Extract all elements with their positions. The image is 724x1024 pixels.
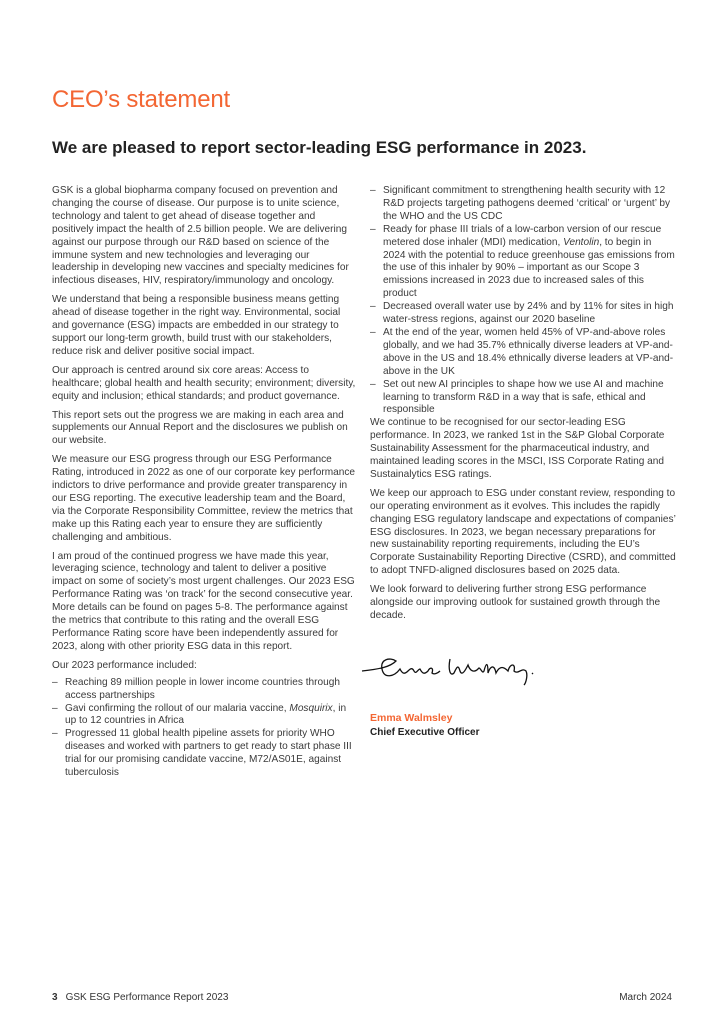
page-subtitle: We are pleased to report sector-leading ESG performance in 2023. [52, 138, 587, 157]
list-item: – Decreased overall water use by 24% and by 11% for sites in high water-stress regions, against our 2020 baseline [370, 301, 676, 327]
signature [360, 649, 676, 694]
list-item: – Progressed 11 global health pipeline assets for priority WHO diseases and worked with partners to get ready to start phase III trial for our promising candidate vaccine, M72/AS01E, against tuberculosis [52, 728, 358, 780]
list-item: – At the end of the year, women held 45% of VP-and-above roles globally, and we had 35.7% ethnically diverse leaders at VP-and-above in the US and 18.4% ethnically diverse leaders at VP-and-above in the UK [370, 327, 676, 379]
list-item-text: , to begin in 2024 with the potential to reduce greenhouse gas emissions from the use of this inhaler by 90% – important as our Scope 3 emissions increased in 2023 due to increased sales of this product [383, 236, 675, 300]
footer-date: March 2024 [619, 992, 672, 1003]
paragraph: We continue to be recognised for our sector-leading ESG performance. In 2023, we ranked 1st in the S&P Global Corporate Sustainability Assessment for the pharmaceutical industry, and maintained leading scores in the MSCI, ISS Corporate Rating and Sustainalytics ESG ratings. [370, 417, 665, 480]
paragraph: We measure our ESG progress through our ESG Performance Rating, introduced in 2022 as one of our corporate key performance indictors to drive performance and provide greater transparency in our ESG reporting. The executive leadership team and the Board, via the Corporate Responsibility Committee, review the metrics that make up this Rating each year to ensure they are sufficiently challenging and ambitious. [52, 454, 355, 543]
performance-list-continued [370, 185, 676, 417]
paragraph: Our approach is centred around six core areas: Access to healthcare; global health and health security; environment; diversity, equity and inclusion; ethical standards; and product governance. [52, 364, 356, 402]
list-item-text: Gavi confirming the rollout of our malaria vaccine, [65, 702, 290, 714]
list-item: – Set out new AI principles to shape how we use AI and machine learning to transform R&D in a way that is safe, ethical and responsible [370, 379, 676, 418]
paragraph: I am proud of the continued progress we have made this year, leveraging science, technology and talent to deliver a positive impact on some of society’s most urgent challenges. Our 2023 ESG Performance Rating was ‘on track’ for the second consecutive year. More details can be found on pages 5-8. The performance against the metrics that contribute to this rating and the overall ESG Performance Rating score have been independently assured for 2023, along with other priority ESG data in this report. [52, 550, 355, 652]
signatory-name: Emma Walmsley [370, 711, 453, 724]
signatory-role: Chief Executive Officer [370, 726, 480, 738]
paragraph: We understand that being a responsible business means getting ahead of disease together in the right way. Environmental, social and governance (ESG) impacts are embedded in our strategy to support our long-term growth, build trust with our stakeholders, reduce risk and deliver positive social impact. [52, 294, 341, 357]
page-title: CEO’s statement [52, 86, 230, 113]
footer-left [52, 992, 228, 1003]
page-number: 3 [52, 992, 58, 1003]
list-item-text: , in up to 12 countries in Africa [65, 702, 347, 727]
paragraph: Our 2023 performance included: [52, 659, 197, 671]
product-name: Ventolin [563, 236, 600, 248]
report-title: GSK ESG Performance Report 2023 [65, 992, 229, 1003]
list-item: – Reaching 89 million people in lower income countries through access partnerships [52, 677, 358, 703]
paragraph: GSK is a global biopharma company focused on prevention and changing the course of disease. Our purpose is to unite science, technology and talent to get ahead of disease together and positively impact the health of 2.5 billion people. We are delivering against our purpose through our R&D based on science of the immune system and new technologies and leveraging our leadership in developing new vaccines and specialty medicines for infectious diseases, HIV, respiratory/immunology and oncology. [52, 185, 349, 287]
list-item: – Significant commitment to strengthening health security with 12 R&D projects targeting pathogens deemed ‘critical’ or ‘urgent’ by the WHO and the US CDC [370, 185, 676, 224]
paragraph: We keep our approach to ESG under constant review, responding to our operating environment as it evolves. This includes the rapidly changing ESG regulatory landscape and expectations of companies’ ESG disclosures. In 2023, we began necessary preparations for new sustainability reporting requirements, including the EU’s Corporate Sustainability Reporting Directive (CSRD), and committed to adopt TNFD-aligned disclosures based on 2025 data. [370, 487, 676, 577]
paragraph: This report sets out the progress we are making in each area and supplements our Annual Report and the disclosures we publish on our website. [52, 409, 348, 447]
paragraph: We look forward to delivering further strong ESG performance alongside our improving outlook for sustained growth through the decade. [370, 584, 661, 621]
product-name: Mosquirix [289, 702, 333, 714]
list-item [370, 224, 676, 301]
left-column [52, 185, 358, 780]
list-item [52, 703, 358, 729]
right-column [370, 185, 676, 740]
performance-list [52, 677, 358, 780]
list-item-text: Ready for phase III trials of a low-carbon version of our rescue metered dose inhaler (MDI) medication, [383, 223, 662, 248]
